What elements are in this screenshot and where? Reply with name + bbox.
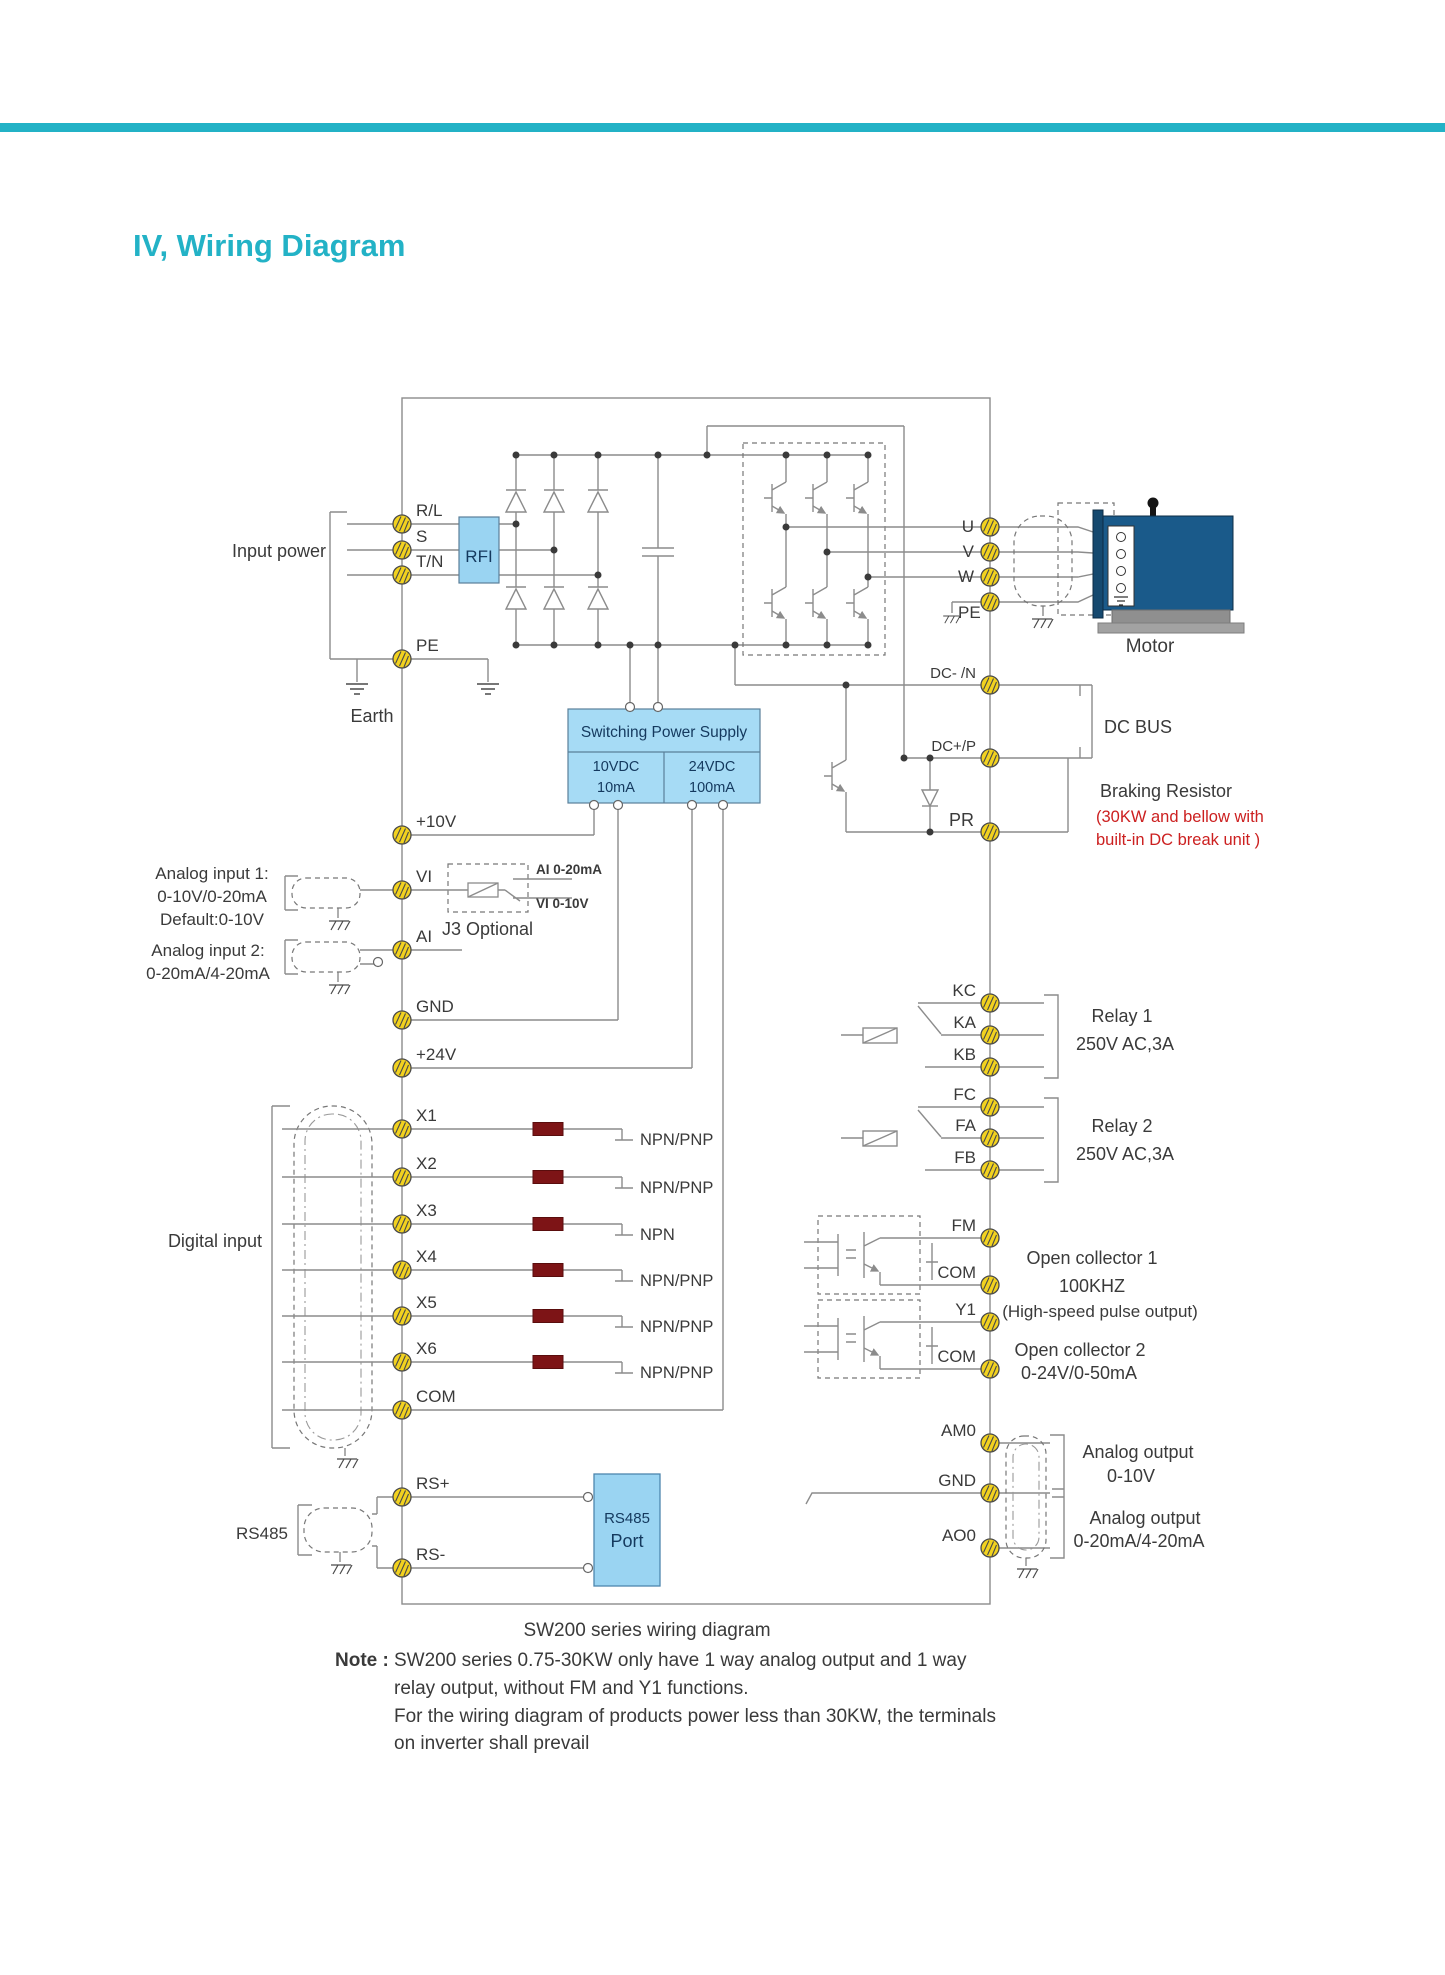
label-w: W [957, 567, 974, 586]
sps-title: Switching Power Supply [580, 724, 748, 741]
aout1-name: Analog output [1082, 1442, 1194, 1462]
top-accent-bar [0, 123, 1445, 132]
relay1-name: Relay 1 [1091, 1006, 1153, 1026]
terminal-rl [393, 515, 411, 533]
terminal-kc [981, 994, 999, 1012]
terminal-fb [981, 1161, 999, 1179]
relay2-rating: 250V AC,3A [1075, 1144, 1175, 1164]
digital-input-group [272, 1106, 633, 1468]
oc2-rating: 0-24V/0-50mA [1020, 1363, 1138, 1383]
terminal-rs-plus [393, 1488, 411, 1506]
terminal-com-oc1 [981, 1276, 999, 1294]
page-title: IV, Wiring Diagram [133, 228, 406, 263]
terminal-x6 [393, 1353, 411, 1371]
earth-label: Earth [350, 706, 394, 726]
sps-10vdc: 10VDC [592, 759, 640, 775]
terminal-x5 [393, 1307, 411, 1325]
sps-24vdc: 24VDC [688, 759, 736, 775]
label-vi: VI [416, 867, 433, 886]
relay-1 [841, 995, 1058, 1078]
label-x4: X4 [416, 1247, 437, 1266]
terminal-10v [393, 826, 411, 844]
oc1-name: Open collector 1 [1026, 1248, 1158, 1268]
label-gnd-left: GND [416, 997, 454, 1016]
x6-mode: NPN/PNP [640, 1364, 714, 1382]
annotation-labels [146, 541, 1264, 1551]
label-10v: +10V [416, 812, 457, 831]
j3-vi-label: VI 0-10V [536, 896, 589, 911]
terminal-com-oc2 [981, 1360, 999, 1378]
earth-grounds [346, 684, 499, 694]
rs485-port-label-2: Port [610, 1531, 644, 1551]
terminal-dc-n [981, 676, 999, 694]
label-u: U [961, 517, 974, 536]
rs485-group [298, 1474, 660, 1586]
j3-optional-label: J3 Optional [442, 919, 534, 939]
footer-texts [335, 1620, 996, 1754]
analog-output-group [806, 1435, 1064, 1578]
relay-2 [841, 1098, 1058, 1182]
label-fc: FC [953, 1085, 976, 1104]
label-v: V [962, 542, 974, 561]
label-24v: +24V [416, 1045, 457, 1064]
dc-bus-label: DC BUS [1104, 717, 1173, 737]
rs485-port-label-1: RS485 [604, 1510, 650, 1527]
analog-input2-line2: 0-20mA/4-20mA [146, 964, 270, 983]
terminal-ao0 [981, 1539, 999, 1557]
analog-input2-line1: Analog input 2: [151, 941, 265, 960]
diagram-caption: SW200 series wiring diagram [523, 1620, 771, 1641]
terminal-gnd-left [393, 1011, 411, 1029]
label-y1: Y1 [955, 1300, 976, 1319]
label-fm: FM [951, 1216, 976, 1235]
terminal-x4 [393, 1261, 411, 1279]
terminal-fc [981, 1098, 999, 1116]
digital-input-rows [282, 1123, 633, 1411]
rs485-label: RS485 [236, 1524, 288, 1543]
terminal-u [981, 518, 999, 536]
label-x5: X5 [416, 1293, 437, 1312]
label-x6: X6 [416, 1339, 437, 1358]
label-rl: R/L [416, 501, 443, 520]
motor-label: Motor [1125, 636, 1175, 657]
terminal-x2 [393, 1168, 411, 1186]
terminal-pe-right [981, 593, 999, 611]
digital-input-label: Digital input [167, 1231, 262, 1251]
analog-input1-line3: Default:0-10V [160, 910, 264, 929]
label-pe-right: PE [958, 603, 981, 622]
x3-mode: NPN [640, 1226, 675, 1244]
label-tn: T/N [416, 552, 444, 571]
note-line2: relay output, without FM and Y1 functions. [394, 1678, 749, 1699]
terminal-ka [981, 1026, 999, 1044]
braking-resistor-label: Braking Resistor [1100, 781, 1233, 801]
terminal-tn [393, 566, 411, 584]
terminal-x1 [393, 1120, 411, 1138]
x5-mode: NPN/PNP [640, 1318, 714, 1336]
switching-power-supply [411, 703, 760, 1411]
terminal-kb [981, 1058, 999, 1076]
note-line3: For the wiring diagram of products power less than 30KW, the terminals [394, 1706, 996, 1727]
aout2-range: 0-20mA/4-20mA [1073, 1531, 1205, 1551]
x4-mode: NPN/PNP [640, 1272, 714, 1290]
terminal-fa [981, 1129, 999, 1147]
label-dc-n: DC- /N [930, 665, 976, 682]
analog-input1-line1: Analog input 1: [155, 864, 269, 883]
braking-circuit [735, 645, 1092, 832]
analog-input1-line2: 0-10V/0-20mA [157, 887, 267, 906]
sps-100ma: 100mA [689, 780, 735, 796]
label-ai: AI [416, 927, 433, 946]
braking-note-line2: built-in DC break unit ) [1096, 831, 1261, 849]
label-fb: FB [954, 1148, 976, 1167]
sps-10ma: 10mA [597, 780, 635, 796]
note-line1: SW200 series 0.75-30KW only have 1 way analog output and 1 way [394, 1650, 967, 1671]
braking-note-line1: (30KW and bellow with [1096, 808, 1264, 826]
label-kc: KC [952, 981, 976, 1000]
note-line4: on inverter shall prevail [394, 1733, 590, 1754]
label-gnd-out: GND [938, 1471, 976, 1490]
label-kb: KB [953, 1045, 976, 1064]
terminal-pr [981, 823, 999, 841]
label-x3: X3 [416, 1201, 437, 1220]
oc1-freq: 100KHZ [1058, 1276, 1126, 1296]
label-com-input: COM [416, 1387, 456, 1406]
label-rs-plus: RS+ [416, 1474, 450, 1493]
aout1-range: 0-10V [1106, 1466, 1156, 1486]
oc2-name: Open collector 2 [1014, 1340, 1146, 1360]
label-pr: PR [948, 810, 974, 830]
terminal-com-input [393, 1401, 411, 1419]
oc1-note: (High-speed pulse output) [1002, 1302, 1198, 1321]
label-am0: AM0 [941, 1421, 976, 1440]
aout2-name: Analog output [1089, 1508, 1201, 1528]
j3-ai-label: AI 0-20mA [536, 862, 603, 877]
terminal-s [393, 541, 411, 559]
label-ka: KA [953, 1013, 976, 1032]
rfi-label: RFI [465, 547, 493, 566]
input-power-label: Input power [231, 541, 326, 561]
note-label: Note : [335, 1650, 389, 1671]
label-rs-minus: RS- [416, 1545, 446, 1564]
terminal-am0 [981, 1434, 999, 1452]
terminal-pe-left [393, 650, 411, 668]
label-pe-left: PE [416, 636, 439, 655]
rfi-filter-box [459, 517, 499, 583]
rs485-port-box [594, 1474, 660, 1586]
label-fa: FA [955, 1116, 976, 1135]
terminal-dc-p [981, 749, 999, 767]
label-dc-p: DC+/P [931, 738, 976, 755]
terminal-y1 [981, 1313, 999, 1331]
label-x2: X2 [416, 1154, 437, 1173]
label-com-oc1: COM [937, 1264, 976, 1282]
terminal-v [981, 543, 999, 561]
relay2-name: Relay 2 [1091, 1116, 1153, 1136]
label-com-oc2: COM [937, 1348, 976, 1366]
terminal-fm [981, 1229, 999, 1247]
relay1-rating: 250V AC,3A [1075, 1034, 1175, 1054]
terminal-gnd-out [981, 1484, 999, 1502]
terminal-x3 [393, 1215, 411, 1233]
label-s: S [416, 527, 428, 546]
input-resistors [533, 1123, 563, 1369]
terminal-24v [393, 1059, 411, 1077]
terminal-labels-left [416, 501, 457, 1564]
terminal-ai [393, 941, 411, 959]
label-x1: X1 [416, 1106, 437, 1125]
terminal-w [981, 568, 999, 586]
label-ao0: AO0 [941, 1526, 976, 1545]
terminal-rs-minus [393, 1559, 411, 1577]
x1-mode: NPN/PNP [640, 1131, 714, 1149]
x2-mode: NPN/PNP [640, 1179, 714, 1197]
terminal-vi [393, 881, 411, 899]
